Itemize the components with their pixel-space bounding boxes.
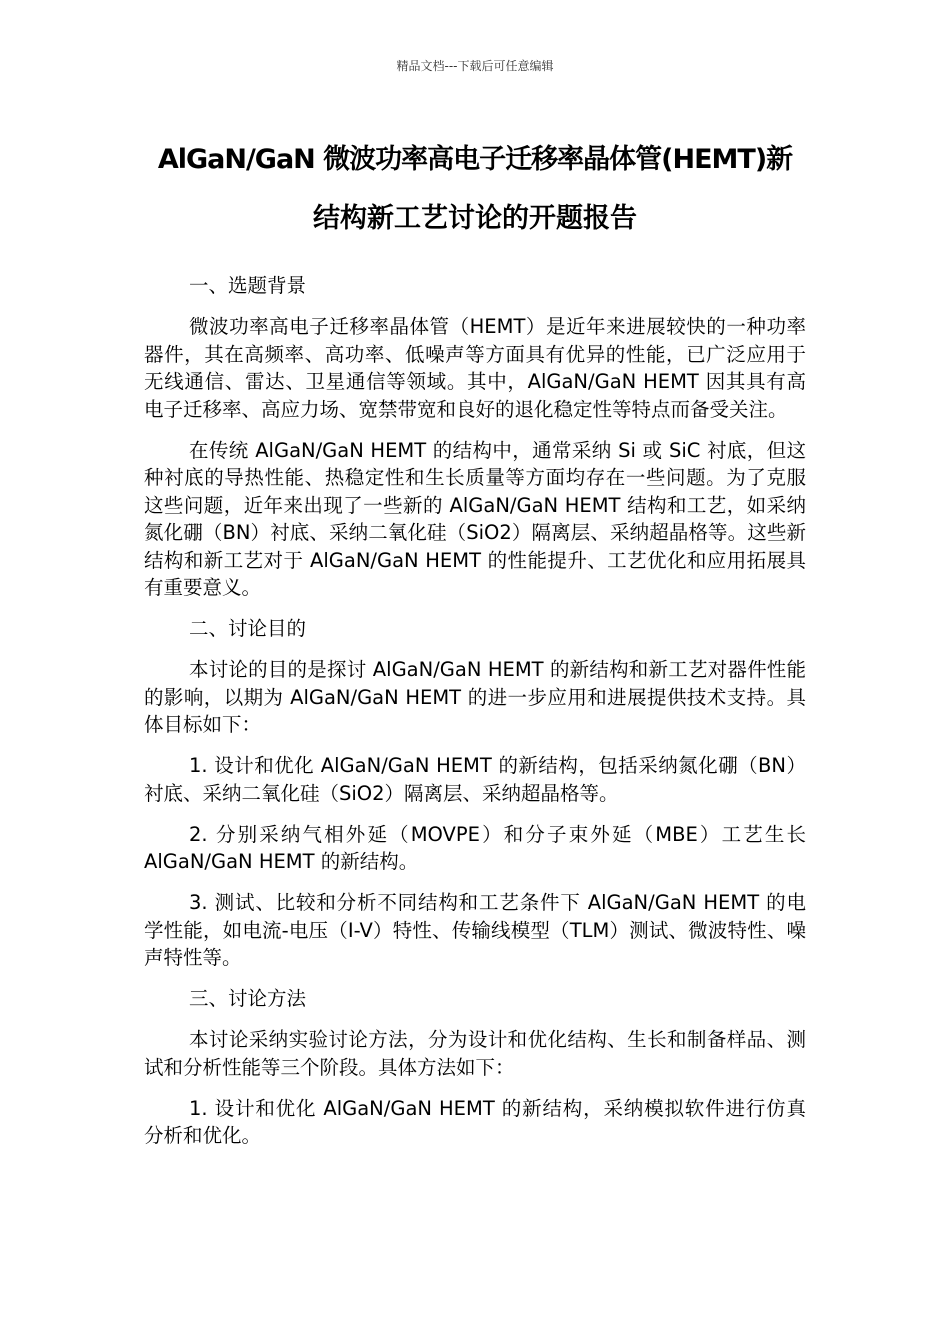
paragraph: 在传统 AlGaN/GaN HEMT 的结构中，通常采纳 Si 或 SiC 衬底，但这种衬底的导热性能、热稳定性和生长质量等方面均存在一些问题。为了克服这些问题，近年来出现了一些新的 AlGaN/GaN HEMT 结构和工艺，如采纳氮化硼（BN）衬底、采纳二氧化硅（SiO2）隔离层、采纳超晶格等。这些新结构和新工艺对于 AlGaN/GaN HEMT 的性能提升、工艺优化和应用拓展具有重要意义。 [144, 438, 806, 599]
list-item: 2. 分别采纳气相外延（MOVPE）和分子束外延（MBE）工艺生长 AlGaN/GaN HEMT 的新结构。 [144, 822, 806, 873]
list-item: 1. 设计和优化 AlGaN/GaN HEMT 的新结构，包括采纳氮化硼（BN）衬底、采纳二氧化硅（SiO2）隔离层、采纳超晶格等。 [144, 754, 806, 805]
paragraph: 本讨论采纳实验讨论方法，分为设计和优化结构、生长和制备样品、测试和分析性能等三个阶段。具体方法如下： [144, 1028, 806, 1079]
section-heading-background: 一、选题背景 [189, 274, 307, 297]
section-heading-purpose: 二、讨论目的 [189, 617, 307, 640]
page-header: 精品文档---下载后可任意编辑 [396, 59, 554, 73]
document-body [144, 272, 806, 1163]
section-heading-method: 三、讨论方法 [189, 987, 307, 1010]
list-item: 3. 测试、比较和分析不同结构和工艺条件下 AlGaN/GaN HEMT 的电学性能，如电流-电压（I-V）特性、传输线模型（TLM）测试、微波特性、噪声特性等。 [144, 891, 806, 969]
paragraph: 本讨论的目的是探讨 AlGaN/GaN HEMT 的新结构和新工艺对器件性能的影响，以期为 AlGaN/GaN HEMT 的进一步应用和进展提供技术支持。具体目标如下： [144, 658, 806, 736]
title-line-2: 结构新工艺讨论的开题报告 [313, 203, 637, 234]
paragraph: 微波功率高电子迁移率晶体管（HEMT）是近年来进展较快的一种功率器件，其在高频率、高功率、低噪声等方面具有优异的性能，已广泛应用于无线通信、雷达、卫星通信等领域。其中，AlGaN/GaN HEMT 因其具有高电子迁移率、高应力场、宽禁带宽和良好的退化稳定性等特点而备受关注。 [144, 315, 806, 421]
title-line-1: AlGaN/GaN 微波功率高电子迁移率晶体管(HEMT)新 [157, 144, 793, 175]
list-item: 1. 设计和优化 AlGaN/GaN HEMT 的新结构，采纳模拟软件进行仿真分析和优化。 [144, 1096, 806, 1147]
